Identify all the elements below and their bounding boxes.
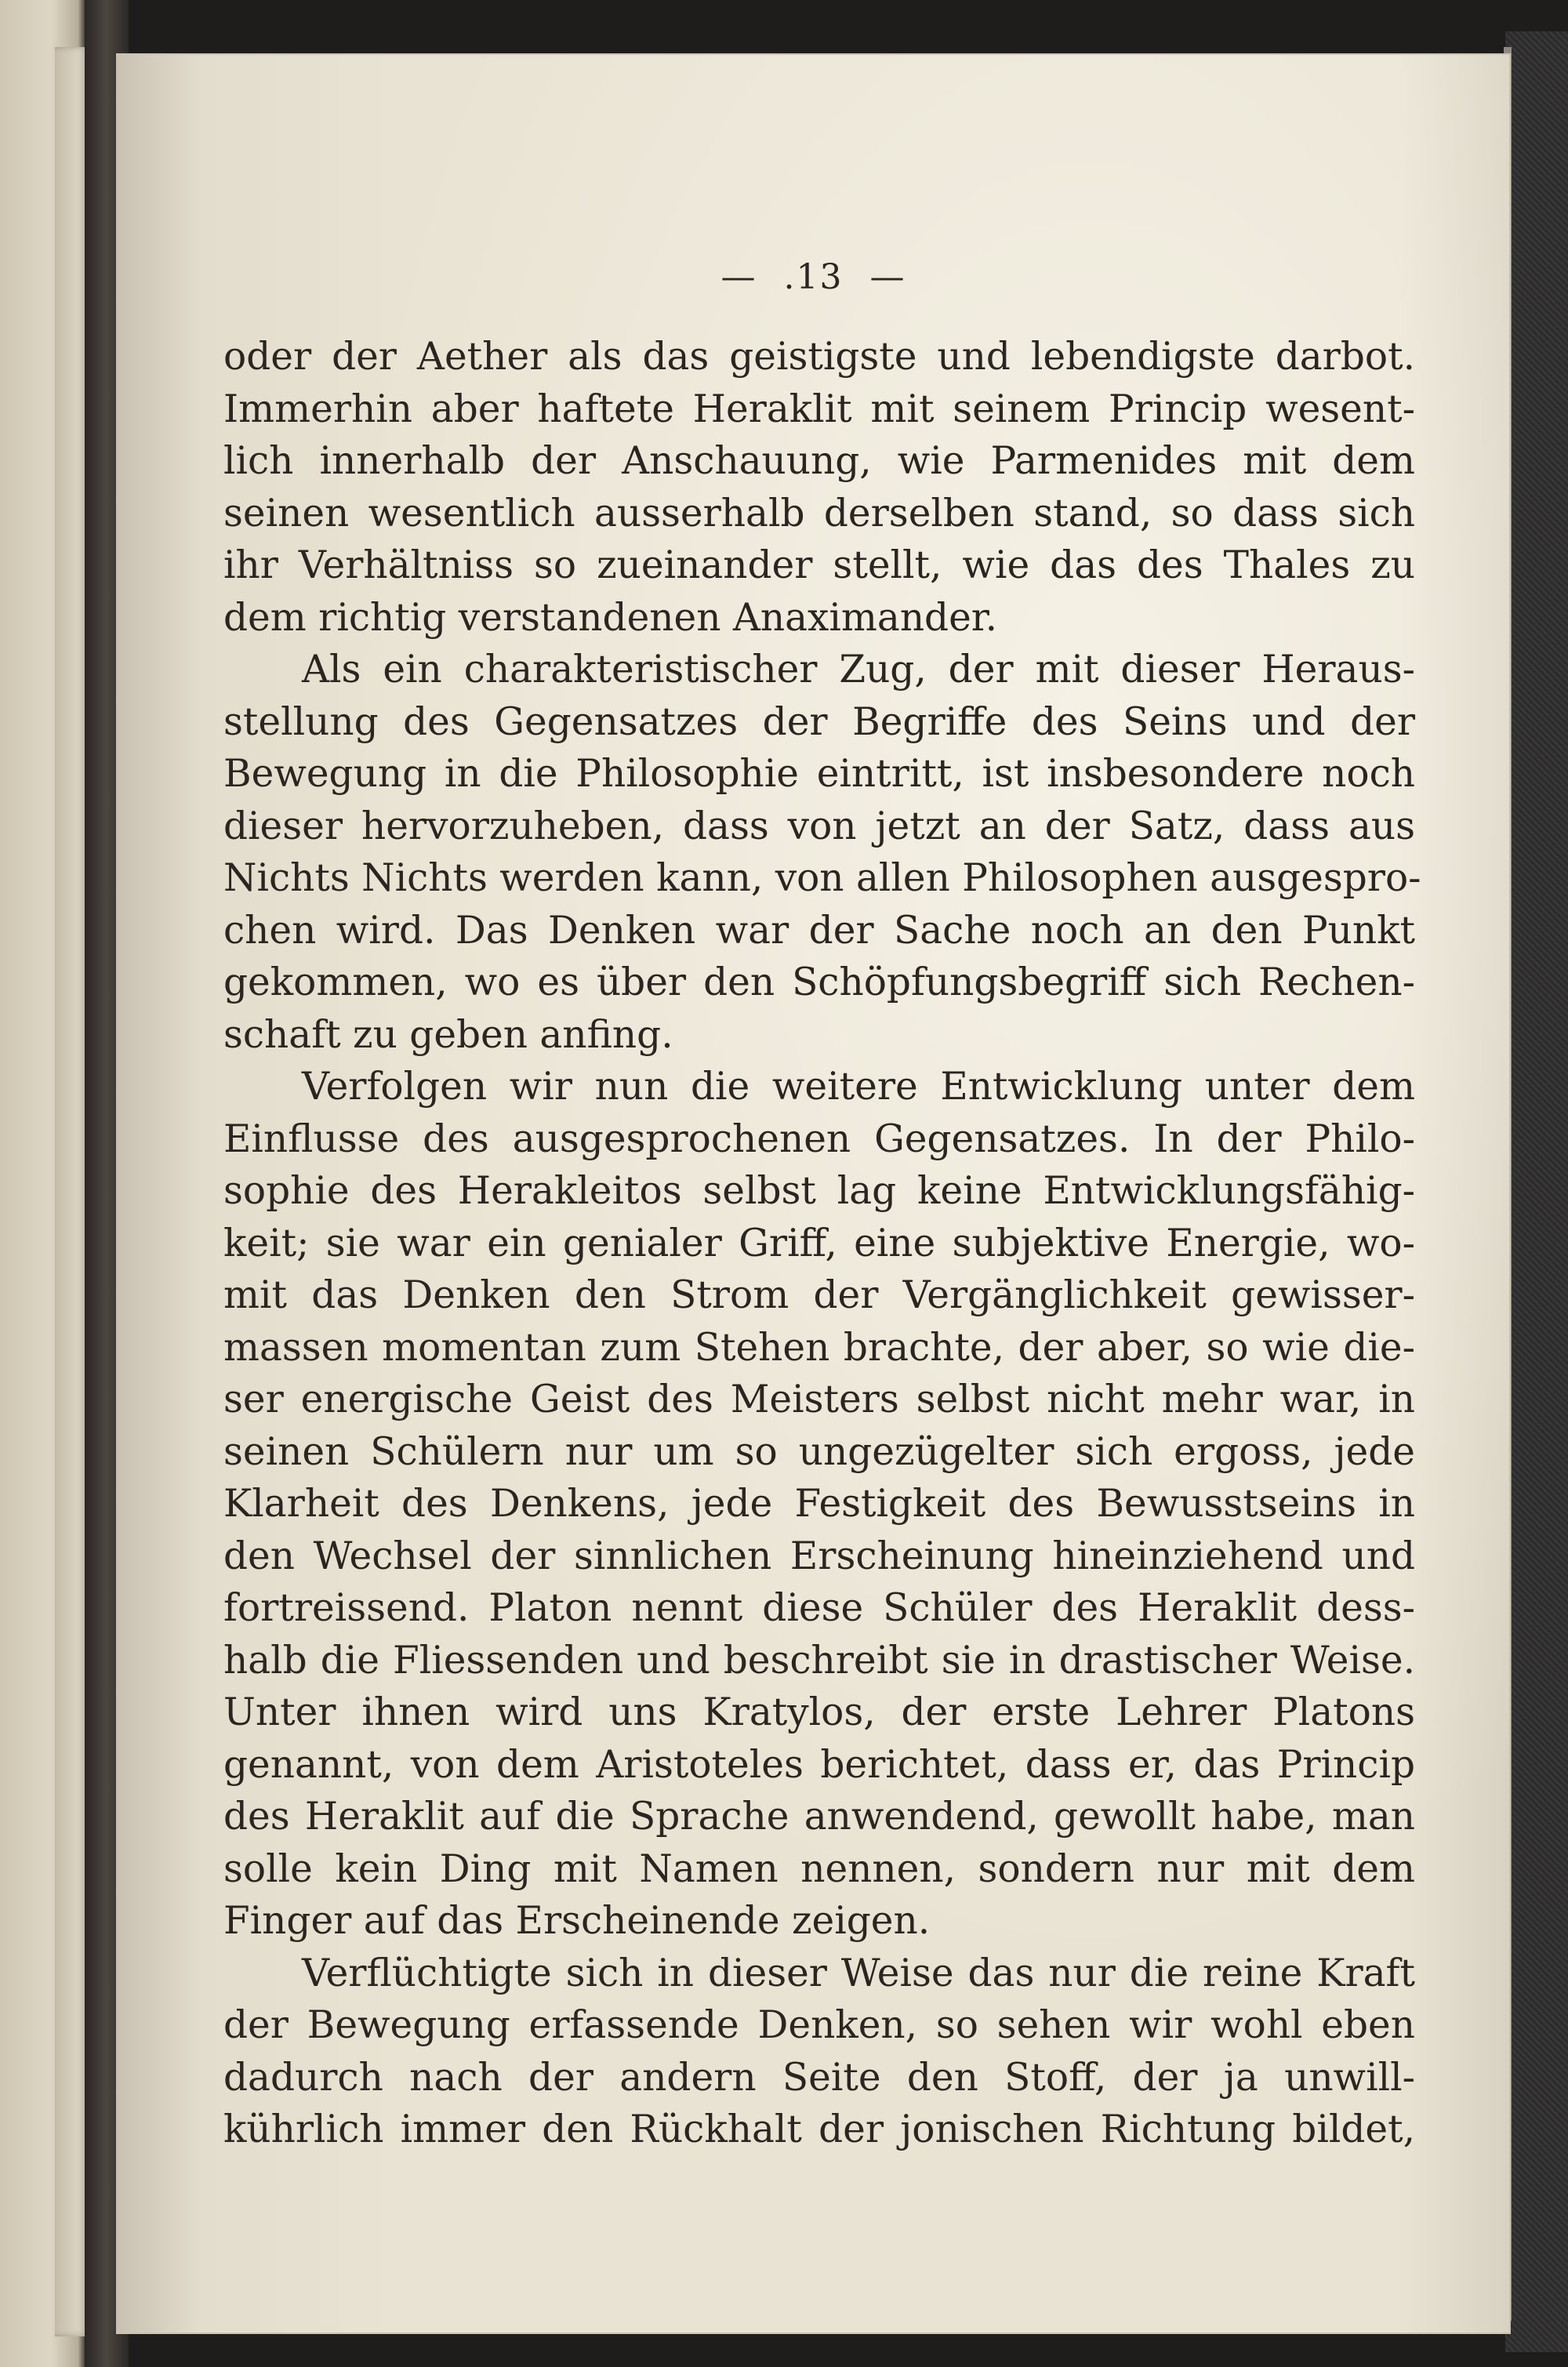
- page-number-dash-left: —: [720, 257, 757, 297]
- text-line: keit; sie war ein genialer Griff, eine subjektive Energie, wo-: [223, 1221, 1415, 1265]
- text-line: sophie des Herakleitos selbst lag keine Entwicklungsfähig-: [223, 1169, 1415, 1213]
- text-line: den Wechsel der sinnlichen Erscheinung hineinziehend und: [223, 1534, 1415, 1578]
- previous-page-shadow: [55, 47, 88, 2336]
- text-line: stellung des Gegensatzes der Begriffe des Seins und der: [223, 699, 1415, 744]
- text-line: mit das Denken den Strom der Vergänglichkeit gewisser-: [223, 1273, 1415, 1317]
- text-line: Bewegung in die Philosophie eintritt, ist insbesondere noch: [223, 752, 1415, 796]
- text-line: Verfolgen wir nun die weitere Entwicklung unter dem: [302, 1065, 1415, 1109]
- text-line: solle kein Ding mit Namen nennen, sondern nur mit dem: [223, 1846, 1415, 1891]
- page-number: [118, 257, 1509, 297]
- text-line: dadurch nach der andern Seite den Stoff, der ja unwill-: [223, 2055, 1415, 2100]
- page-number-value: .13: [783, 257, 844, 297]
- text-line: massen momentan zum Stehen brachte, der aber, so wie die-: [223, 1325, 1415, 1370]
- text-line: oder der Aether als das geistigste und lebendigste darbot.: [223, 335, 1415, 379]
- text-line: Unter ihnen wird uns Kratylos, der erste Lehrer Platons: [223, 1690, 1415, 1734]
- previous-page-edge: [0, 0, 85, 2367]
- text-line: ihr Verhältniss so zueinander stellt, wie das des Thales zu: [223, 543, 1415, 587]
- text-line: Nichts Nichts werden kann, von allen Philosophen ausgespro-: [223, 856, 1421, 900]
- text-line: Finger auf das Erscheinende zeigen.: [223, 1899, 931, 1943]
- book-page: [118, 55, 1509, 2333]
- text-line: halb die Fliessenden und beschreibt sie in drastischer Weise.: [223, 1638, 1415, 1683]
- body-text: [223, 331, 1421, 2156]
- text-line: kührlich immer den Rückhalt der jonischen Richtung bildet,: [223, 2107, 1415, 2151]
- text-line: seinen wesentlich ausserhalb derselben stand, so dass sich: [223, 491, 1415, 535]
- text-line: der Bewegung erfassende Denken, so sehen wir wohl eben: [223, 2003, 1415, 2047]
- book-cover-cloth: [1505, 31, 1568, 2352]
- text-line: Als ein charakteristischer Zug, der mit dieser Heraus-: [302, 648, 1415, 692]
- text-line: fortreissend. Platon nennt diese Schüler des Heraklit dess-: [223, 1586, 1415, 1630]
- text-line: seinen Schülern nur um so ungezügelter sich ergoss, jede: [223, 1429, 1415, 1474]
- text-line: Einflusse des ausgesprochenen Gegensatzes. In der Philo-: [223, 1116, 1415, 1161]
- text-line: Verflüchtigte sich in dieser Weise das nur die reine Kraft: [302, 1951, 1415, 1995]
- text-line: lich innerhalb der Anschauung, wie Parmenides mit dem: [223, 439, 1415, 483]
- page-number-dash-right: —: [869, 257, 906, 297]
- text-line: chen wird. Das Denken war der Sache noch an den Punkt: [223, 908, 1415, 953]
- text-line: des Heraklit auf die Sprache anwendend, gewollt habe, man: [223, 1795, 1415, 1839]
- text-line: schaft zu geben anfing.: [223, 1012, 673, 1057]
- text-line: ser energische Geist des Meisters selbst nicht mehr war, in: [223, 1378, 1415, 1421]
- text-line: dieser hervorzuheben, dass von jetzt an der Satz, dass aus: [223, 804, 1415, 848]
- text-line: genannt, von dem Aristoteles berichtet, dass er, das Princip: [223, 1742, 1415, 1787]
- text-line: dem richtig verstandenen Anaximander.: [223, 595, 998, 640]
- text-line: gekommen, wo es über den Schöpfungsbegriff sich Rechen-: [223, 960, 1415, 1004]
- text-line: Klarheit des Denkens, jede Festigkeit des Bewusstseins in: [223, 1482, 1415, 1526]
- text-line: Immerhin aber haftete Heraklit mit seinem Princip wesent-: [223, 387, 1415, 431]
